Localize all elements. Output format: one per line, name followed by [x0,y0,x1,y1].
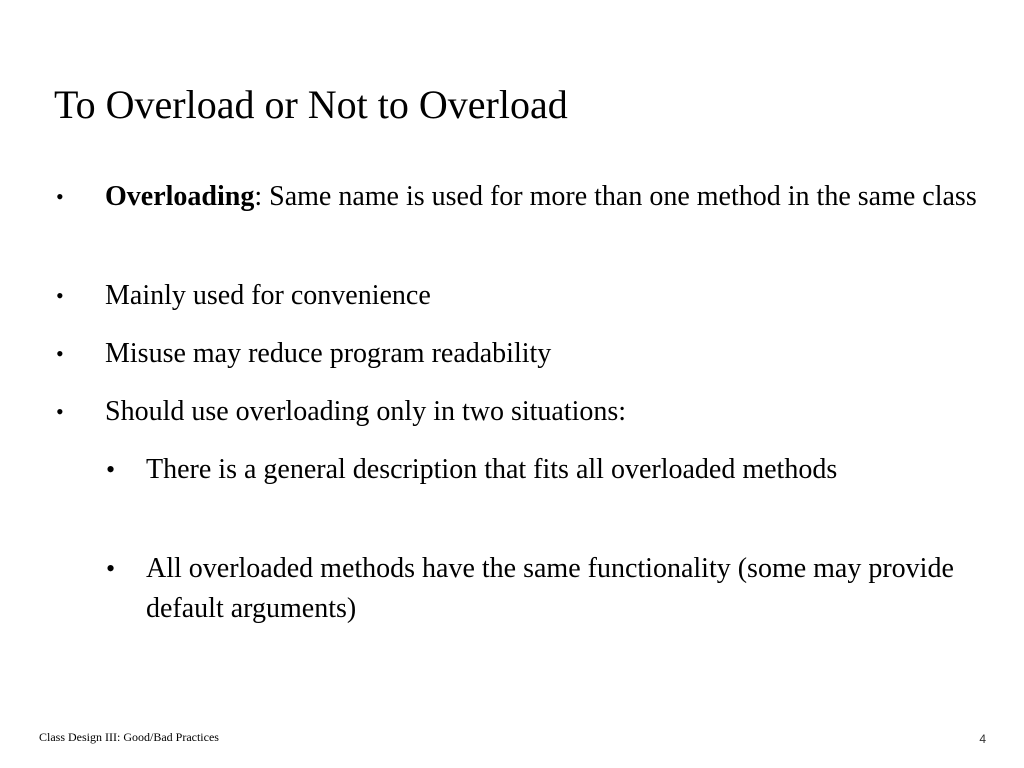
sub-bullet-text: There is a general description that fits all overloaded methods [146,454,838,485]
bullet-marker: • [56,184,64,209]
bullet-marker: • [56,399,64,424]
bullet-convenience [105,276,985,316]
sub-bullet-text: All overloaded methods have the same functionality (some may provide default arguments) [146,553,954,624]
sub-bullet-marker: • [106,455,116,484]
slide-title: To Overload or Not to Overload [54,82,568,127]
footer-presentation-title: Class Design III: Good/Bad Practices [39,730,219,744]
bullet-readability [105,334,985,374]
sub-bullet-marker: • [106,554,116,583]
slide-number: 4 [979,732,986,746]
bullet-two-situations [105,392,985,432]
bullet-text: : Same name is used for more than one method in the same class [254,181,977,212]
bullet-term: Overloading [105,181,255,212]
bullet-text: Should use overloading only in two situations: [105,396,627,427]
sub-bullet-general-description [146,450,976,490]
bullet-marker: • [56,341,64,366]
bullet-marker: • [56,283,64,308]
bullet-overloading-definition [105,177,985,217]
bullet-text: Mainly used for convenience [105,280,431,311]
sub-bullet-same-functionality [146,549,976,629]
bullet-text: Misuse may reduce program readability [105,338,552,369]
